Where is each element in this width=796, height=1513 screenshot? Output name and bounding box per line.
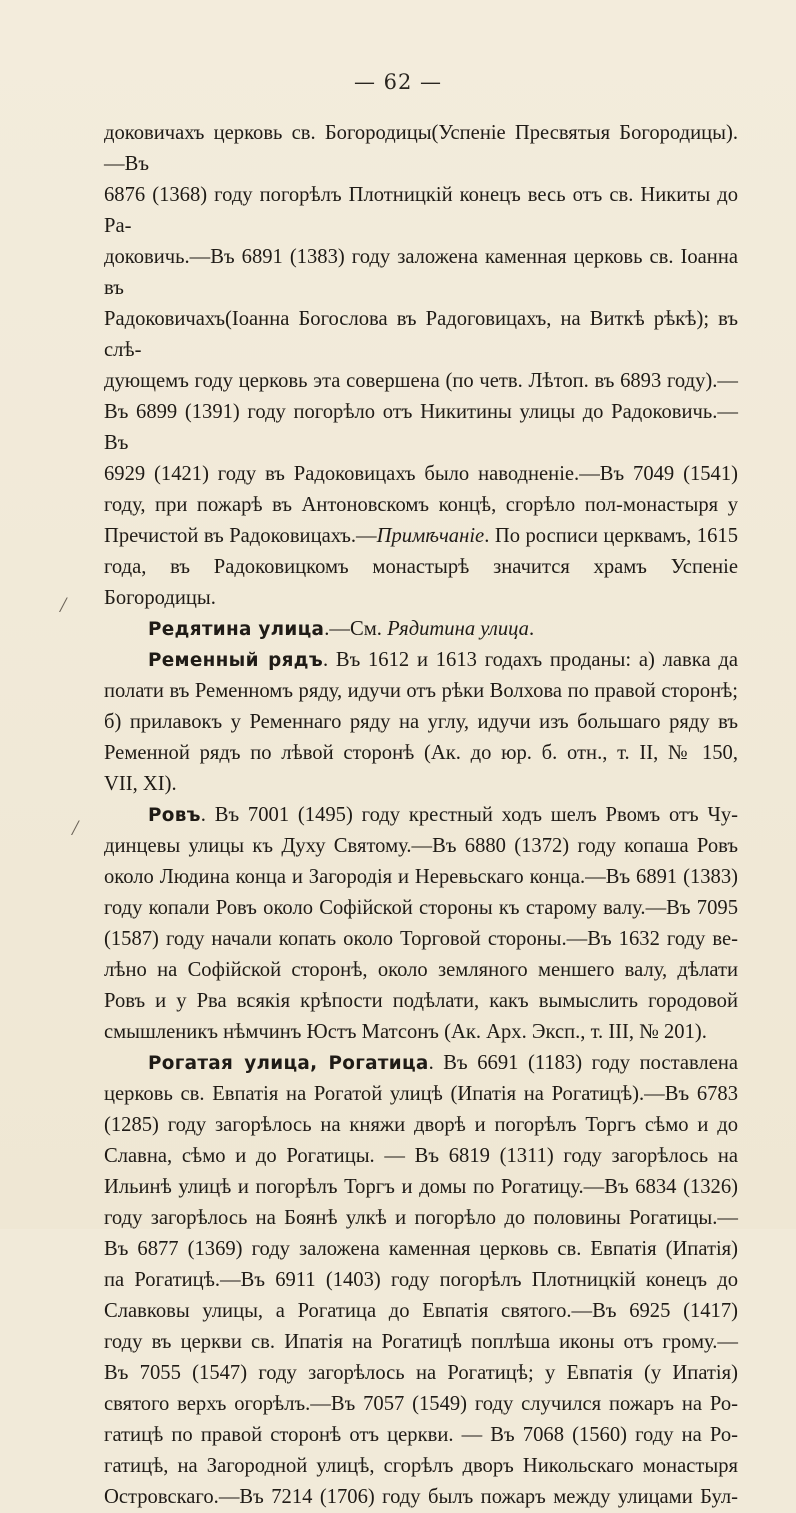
text-line: 6876 (1368) году погорѣлъ Плотницкій конецъ весь отъ св. Никиты до Ра-	[104, 184, 738, 237]
text-line: около Людина конца и Загородія и Неревьскаго конца.—Въ 6891 (1383)	[104, 866, 738, 888]
text-line: па Рогатицѣ.—Въ 6911 (1403) году погорѣлъ Плотницкій конецъ до	[104, 1269, 738, 1291]
text-line: Ильинѣ улицѣ и погорѣлъ Торгъ и домы по Рогатицу.—Въ 6834 (1326)	[104, 1176, 738, 1198]
text-line: Ровъ и у Рва всякія крѣпости подѣлати, какъ вымыслить городовой	[104, 990, 738, 1012]
text-line	[104, 1048, 738, 1079]
text-line: динцевы улицы къ Духу Святому.—Въ 6880 (1372) году копаша Ровъ	[104, 835, 738, 857]
text-line	[104, 614, 738, 645]
margin-mark: /	[72, 815, 79, 840]
entry-title: Ременный рядъ	[148, 650, 323, 671]
text-line: дующемъ году церковь эта совершена (по четв. Лѣтоп. въ 6893 году).—	[104, 370, 738, 392]
text-run: . Въ 7001 (1495) году крестный ходъ шелъ Рвомъ отъ Чу-	[200, 804, 738, 826]
text-run: . Въ 6691 (1183) году поставлена	[428, 1052, 738, 1074]
text-line: смышленикъ нѣмчинъ Юстъ Матсонъ (Ак. Арх. Эксп., т. III, № 201).	[104, 1021, 707, 1043]
entry-title: Рогатая улица, Рогатица	[148, 1053, 429, 1074]
text-line: (1285) году загорѣлось на княжи дворѣ и погорѣлъ Торгъ сѣмо и до	[104, 1114, 738, 1136]
text-line: года, въ Радоковицкомъ монастырѣ значится храмъ Успеніе Богородицы.	[104, 556, 738, 609]
text-line: VII, XI).	[104, 773, 177, 795]
page-body	[104, 118, 738, 1513]
text-line: Островскаго.—Въ 7214 (1706) году былъ пожаръ между улицами Бул-	[104, 1486, 738, 1508]
text-line: доковичь.—Въ 6891 (1383) году заложена каменная церковь св. Іоанна въ	[104, 246, 738, 299]
text-line	[104, 521, 738, 552]
text-line: лѣно на Софійской сторонѣ, около земляного меншего валу, дѣлати	[104, 959, 738, 981]
text-line: полати въ Ременномъ ряду, идучи отъ рѣки Волхова по правой сторонѣ;	[104, 680, 738, 702]
text-line: святого верхъ огорѣлъ.—Въ 7057 (1549) году случился пожаръ на Ро-	[104, 1393, 738, 1415]
note-label: Примѣчаніе	[376, 525, 485, 547]
cross-reference: Рядитина улица	[387, 618, 529, 640]
text-run: . По росписи церквамъ, 1615	[484, 525, 738, 547]
text-run: . Въ 1612 и 1613 годахъ проданы: а) лавка да	[322, 649, 738, 671]
text-line: 6929 (1421) году въ Радоковицахъ было наводненіе.—Въ 7049 (1541)	[104, 463, 738, 485]
paragraph-radokovichi	[104, 118, 738, 614]
entry-title: Ровъ	[148, 805, 201, 826]
text-line: Въ 6877 (1369) году заложена каменная церковь св. Евпатія (Ипатія)	[104, 1238, 738, 1260]
entry-remenny-ryad	[104, 645, 738, 800]
text-line	[104, 800, 738, 831]
text-line: гатицѣ, на Загородной улицѣ, сгорѣлъ дворъ Никольскаго монастыря	[104, 1455, 738, 1477]
entry-title: Редятина улица	[148, 619, 325, 640]
text-line: Въ 6899 (1391) году погорѣло отъ Никитины улицы до Радоковичь.—Въ	[104, 401, 738, 454]
text-run: Пречистой въ Радоковицахъ.—	[104, 525, 377, 547]
text-line: доковичахъ церковь св. Богородицы(Успеніе Пресвятыя Богородицы).—Въ	[104, 122, 738, 175]
text-line: Въ 7055 (1547) году загорѣлось на Рогатицѣ; у Евпатія (у Ипатія)	[104, 1362, 738, 1384]
text-run: .—См.	[324, 618, 388, 640]
entry-rov	[104, 800, 738, 1048]
text-line: Славковы улицы, а Рогатица до Евпатія святого.—Въ 6925 (1417)	[104, 1300, 738, 1322]
text-line: году копали Ровъ около Софійской стороны къ старому валу.—Въ 7095	[104, 897, 738, 919]
page-number: — 62 —	[353, 70, 443, 94]
text-line: гатицѣ по правой сторонѣ отъ церкви. — Въ 7068 (1560) году на Ро-	[104, 1424, 738, 1446]
text-line: Радоковичахъ(Іоанна Богослова въ Радоговицахъ, на Виткѣ рѣкѣ); въ слѣ-	[104, 308, 738, 361]
text-line: году, при пожарѣ въ Антоновскомъ концѣ, сгорѣло пол-монастыря у	[104, 494, 738, 516]
entry-rogataya	[104, 1048, 738, 1513]
text-line: Ременной рядъ по лѣвой сторонѣ (Ак. до юр. б. отн., т. II, № 150,	[104, 742, 738, 764]
text-line: году въ церкви св. Ипатія на Рогатицѣ поплѣша иконы отъ грому.—	[104, 1331, 738, 1353]
text-line: б) прилавокъ у Ременнаго ряду на углу, идучи изъ большаго ряду въ	[104, 711, 738, 733]
text-line: Славна, сѣмо и до Рогатицы. — Въ 6819 (1311) году загорѣлось на	[104, 1145, 738, 1167]
text-line	[104, 645, 738, 676]
text-line: церковь св. Евпатія на Рогатой улицѣ (Ипатія на Рогатицѣ).—Въ 6783	[104, 1083, 738, 1105]
text-line: (1587) году начали копать около Торговой стороны.—Въ 1632 году ве-	[104, 928, 738, 950]
entry-redyatina	[104, 614, 738, 645]
text-line: году загорѣлось на Боянѣ улкѣ и погорѣло до половины Рогатицы.—	[104, 1207, 738, 1229]
text-run: .	[528, 618, 535, 640]
margin-mark: /	[60, 592, 67, 617]
